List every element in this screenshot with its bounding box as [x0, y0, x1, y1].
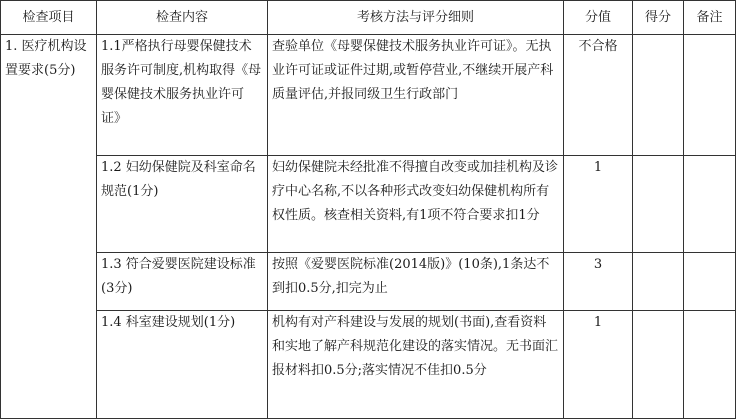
- method-cell: 机构有对产科建设与发展的规划(书面),查看资料和实地了解产科规范化建设的落实情况。无书面汇报材料扣0.5分;落实情况不佳扣0.5分: [268, 311, 564, 419]
- content-cell: 1.4 科室建设规划(1分): [97, 311, 268, 419]
- header-method: 考核方法与评分细则: [268, 1, 564, 35]
- method-cell: 查验单位《母婴保健技术服务执业许可证》。无执业许可证或证件过期,或暂停营业,不继续开展产科质量评估,并报同级卫生行政部门: [268, 35, 564, 156]
- method-cell: 妇幼保健院未经批准不得擅自改变或加挂机构及诊疗中心名称,不以各种形式改变妇幼保健机构所有权性质。核查相关资料,有1项不符合要求扣1分: [268, 156, 564, 253]
- header-score: 得分: [633, 1, 684, 35]
- header-content: 检查内容: [97, 1, 268, 35]
- item-cell: 1. 医疗机构设置要求(5分): [1, 35, 97, 419]
- score-cell: [633, 35, 684, 156]
- header-item: 检查项目: [1, 1, 97, 35]
- score-cell: [633, 253, 684, 311]
- points-cell: 不合格: [564, 35, 633, 156]
- content-cell: 1.3 符合爱婴医院建设标准(3分): [97, 253, 268, 311]
- header-remark: 备注: [684, 1, 736, 35]
- table-row: [1, 253, 736, 311]
- header-row: [1, 1, 736, 35]
- remark-cell: [684, 311, 736, 419]
- table-row: [1, 35, 736, 156]
- remark-cell: [684, 253, 736, 311]
- method-cell: 按照《爱婴医院标准(2014版)》(10条),1条达不到扣0.5分,扣完为止: [268, 253, 564, 311]
- score-cell: [633, 156, 684, 253]
- remark-cell: [684, 156, 736, 253]
- content-cell: 1.2 妇幼保健院及科室命名规范(1分): [97, 156, 268, 253]
- points-cell: 1: [564, 156, 633, 253]
- table-row: [1, 311, 736, 419]
- remark-cell: [684, 35, 736, 156]
- content-cell: 1.1严格执行母婴保健技术服务许可制度,机构取得《母婴保健技术服务执业许可证》: [97, 35, 268, 156]
- points-cell: 1: [564, 311, 633, 419]
- header-points: 分值: [564, 1, 633, 35]
- table-row: [1, 156, 736, 253]
- points-cell: 3: [564, 253, 633, 311]
- score-cell: [633, 311, 684, 419]
